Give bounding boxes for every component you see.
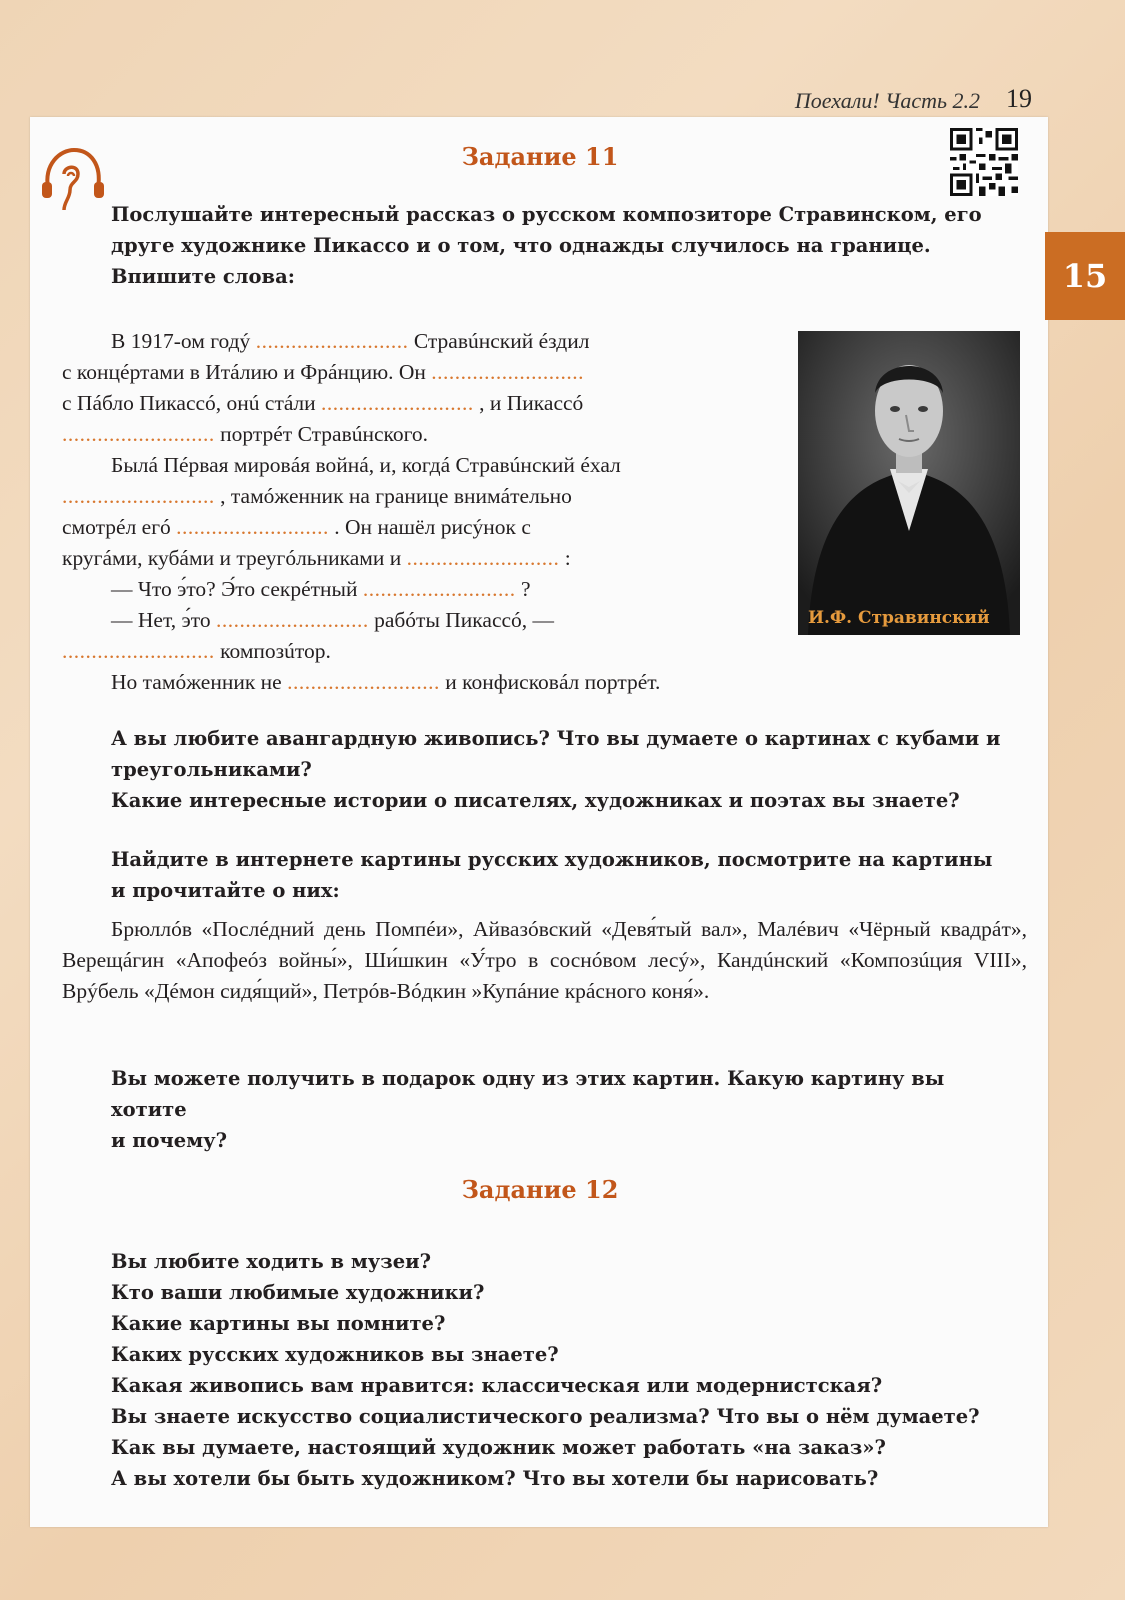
question-line: Какая живопись вам нравится: классическая или модернистская? xyxy=(111,1374,883,1397)
task-12-title: Задание 12 xyxy=(461,1175,619,1204)
instruction-line: друге художнике Пикассо и о том, что однажды случилось на границе. xyxy=(111,234,931,257)
question-line: Какие картины вы помните? xyxy=(111,1312,446,1335)
page-header xyxy=(700,84,1050,114)
search-task-line: и прочитайте о них: xyxy=(111,879,340,902)
blank-field[interactable]: .......................... xyxy=(287,670,440,694)
question-line: Вы знаете искусство социалистического реализма? Что вы о нём думаете? xyxy=(111,1405,980,1428)
blank-field[interactable]: .......................... xyxy=(176,515,329,539)
blank-field[interactable]: .......................... xyxy=(321,391,474,415)
discussion-line: треугольниками? xyxy=(111,758,312,781)
photo-caption: И.Ф. Стравинский xyxy=(808,608,990,628)
story-text-segment: с Пáбло Пикассó, онú стáли xyxy=(62,391,321,415)
blank-field[interactable]: .......................... xyxy=(62,639,215,663)
gift-question-line: и почему? xyxy=(111,1129,228,1152)
story-text-segment: В 1917-ом годý xyxy=(111,329,256,353)
discussion-questions xyxy=(111,723,1026,816)
task-11-instruction xyxy=(111,199,1026,292)
search-task-line: Найдите в интернете картины русских художников, посмотрите на картины xyxy=(111,848,993,871)
instruction-line: Послушайте интересный рассказ о русском композиторе Стравинском, его xyxy=(111,203,982,226)
discussion-line: Какие интересные истории о писателях, художниках и поэтах вы знаете? xyxy=(111,789,960,812)
gift-question xyxy=(111,1063,1026,1156)
story-text-segment: портрéт Стравúнского. xyxy=(214,422,429,446)
task-11-title: Задание 11 xyxy=(461,142,619,171)
story-text xyxy=(62,326,780,698)
running-title: Поехали! Часть 2.2 xyxy=(794,88,980,113)
story-text-segment: рабóты Пикассó, — xyxy=(368,608,555,632)
story-text-segment: , и Пикассó xyxy=(473,391,584,415)
question-line: Вы любите ходить в музеи? xyxy=(111,1250,432,1273)
story-text-segment: ? xyxy=(515,577,531,601)
blank-field[interactable]: .......................... xyxy=(215,608,369,632)
paintings-list: Брюллóв «Послéдний день Помпéи», Айвазóвский «Девя́тый вал», Малéвич «Чёрный квадрáт», Верещáгин «Апофеóз войны́», Ши́шкин «У́тро в соснóвом лесý», Кандúнский «Композúция VIII», Врýбель «Дéмон сидя́щий», Петрóв-Вóдкин »Купáние крáсного коня́». xyxy=(62,917,1027,1003)
blank-field[interactable]: .......................... xyxy=(62,422,215,446)
story-text-segment: — Что э́то? Э́то секрéтный xyxy=(111,577,363,601)
blank-field[interactable]: .......................... xyxy=(62,484,215,508)
story-text-segment: Стравúнский éздил xyxy=(408,329,590,353)
blank-field[interactable]: .......................... xyxy=(362,577,516,601)
story-text-segment: и конфисковáл портрéт. xyxy=(439,670,661,694)
blank-field[interactable]: .......................... xyxy=(255,329,409,353)
question-line: А вы хотели бы быть художником? Что вы хотели бы нарисовать? xyxy=(111,1467,879,1490)
story-text-segment: кругáми, кубáми и треугóльниками и xyxy=(62,546,407,570)
question-line: Кто ваши любимые художники? xyxy=(111,1281,485,1304)
portrait-photo xyxy=(798,331,1020,635)
story-text-segment: , тамóженник на границе внимáтельно xyxy=(214,484,572,508)
chapter-tab: 15 xyxy=(1045,232,1125,320)
story-text-segment: Но тамóженник не xyxy=(111,670,288,694)
story-text-segment: . Он нашёл рисýнок с xyxy=(328,515,531,539)
search-task xyxy=(111,844,1026,906)
story-text-segment: Былá Пéрвая мировáя войнá, и, когдá Стравúнский éхал xyxy=(111,453,621,477)
gift-question-line: Вы можете получить в подарок одну из этих картин. Какую картину вы хотите xyxy=(111,1067,945,1121)
story-text-segment: смотрéл егó xyxy=(62,515,177,539)
question-line: Как вы думаете, настоящий художник может работать «на заказ»? xyxy=(111,1436,886,1459)
blank-field[interactable]: .......................... xyxy=(431,360,585,384)
question-line: Каких русских художников вы знаете? xyxy=(111,1343,559,1366)
task-12-questions xyxy=(111,1246,1026,1494)
story-text-segment: композúтор. xyxy=(214,639,331,663)
story-text-segment: : xyxy=(559,546,571,570)
story-text-segment: — Нет, э́то xyxy=(111,608,216,632)
instruction-line: Впишите слова: xyxy=(111,265,295,288)
page-number: 19 xyxy=(1006,84,1032,113)
blank-field[interactable]: .......................... xyxy=(406,546,560,570)
story-text-segment: с концéртами в Итáлию и Фрáнцию. Он xyxy=(62,360,432,384)
discussion-line: А вы любите авангардную живопись? Что вы думаете о картинах с кубами и xyxy=(111,727,1001,750)
